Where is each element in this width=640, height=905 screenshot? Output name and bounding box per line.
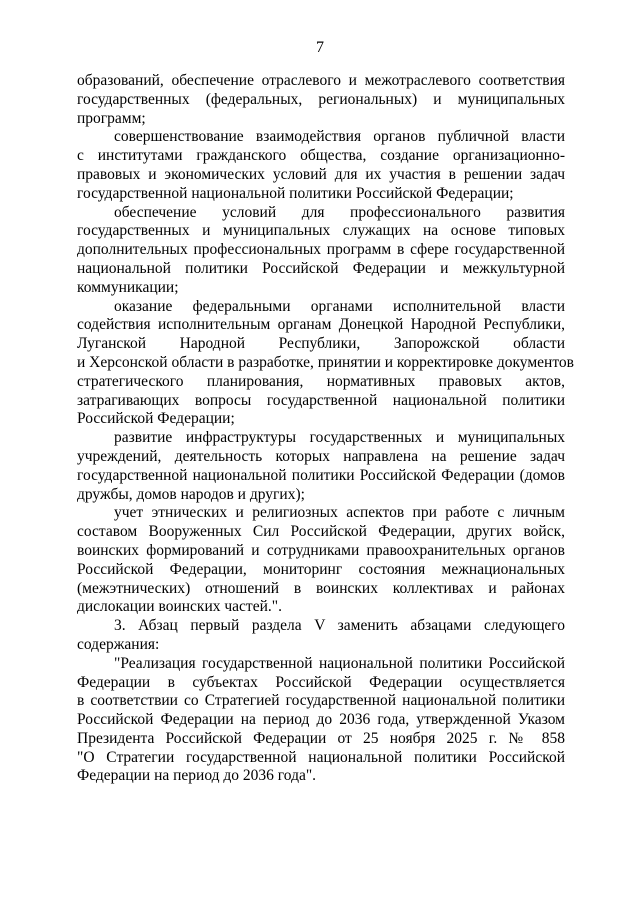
- text-line: учреждений, деятельность которых направлена на решение задач: [77, 447, 565, 465]
- text-line: государственной национальной политики Российской Федерации;: [77, 184, 514, 202]
- text-line: "О Стратегии государственной национальной политики Российской: [77, 748, 565, 766]
- text-line: оказание федеральными органами исполнительной власти: [114, 297, 565, 315]
- text-line: совершенствование взаимодействия органов публичной власти: [114, 128, 565, 146]
- text-line: дислокации воинских частей.".: [77, 598, 282, 616]
- text-line: государственной национальной политики Российской Федерации (домов: [77, 466, 565, 484]
- text-line: составом Вооруженных Сил Российской Федерации, других войск,: [77, 523, 565, 541]
- text-line: и Херсонской области в разработке, принятии и корректировке документов: [77, 353, 574, 371]
- document-body: [77, 72, 574, 786]
- text-line: стратегического планирования, нормативных правовых актов,: [77, 372, 565, 390]
- text-line: государственных (федеральных, региональных) и муниципальных: [77, 90, 565, 108]
- text-line: в соответствии со Стратегией государственной национальной политики: [77, 692, 565, 710]
- text-line: затрагивающих вопросы государственной национальной политики: [77, 391, 565, 409]
- text-line: Российской Федерации, мониторинг состояния межнациональных: [77, 560, 565, 578]
- text-line: дружбы, домов народов и других);: [77, 485, 305, 503]
- page-number: 7: [316, 39, 324, 56]
- text-line: Федерации на период до 2036 года".: [77, 767, 317, 785]
- text-line: Федерации в субъектах Российской Федерации осуществляется: [77, 673, 565, 691]
- text-line: 3. Абзац первый раздела V заменить абзацами следующего: [114, 617, 565, 635]
- text-line: обеспечение условий для профессионального развития: [114, 203, 565, 221]
- text-line: Российской Федерации на период до 2036 года, утвержденной Указом: [77, 711, 565, 729]
- text-line: воинских формирований и сотрудниками правоохранительных органов: [77, 541, 565, 559]
- text-line: развитие инфраструктуры государственных и муниципальных: [114, 429, 565, 447]
- text-line: национальной политики Российской Федерации и межкультурной: [77, 259, 565, 277]
- text-line: программ;: [77, 109, 146, 127]
- text-line: учет этнических и религиозных аспектов при работе с личным: [114, 504, 565, 522]
- text-line: (межэтнических) отношений в воинских коллективах и районах: [77, 579, 565, 597]
- text-line: содержания:: [77, 635, 160, 653]
- text-line: Луганской Народной Республики, Запорожской области: [77, 335, 565, 353]
- text-line: "Реализация государственной национальной политики Российской: [114, 654, 565, 672]
- text-line: содействия исполнительным органам Донецкой Народной Республики,: [77, 316, 565, 334]
- text-line: Президента Российской Федерации от 25 ноября 2025 г. № 858: [77, 729, 565, 747]
- text-line: коммуникации;: [77, 278, 179, 296]
- text-line: дополнительных профессиональных программ в сфере государственной: [77, 241, 565, 259]
- text-line: с институтами гражданского общества, создание организационно-: [77, 147, 565, 165]
- text-line: правовых и экономических условий для их участия в решении задач: [77, 165, 565, 183]
- text-line: Российской Федерации;: [77, 410, 235, 428]
- text-line: государственных и муниципальных служащих на основе типовых: [77, 222, 565, 240]
- text-line: образований, обеспечение отраслевого и межотраслевого соответствия: [77, 72, 565, 89]
